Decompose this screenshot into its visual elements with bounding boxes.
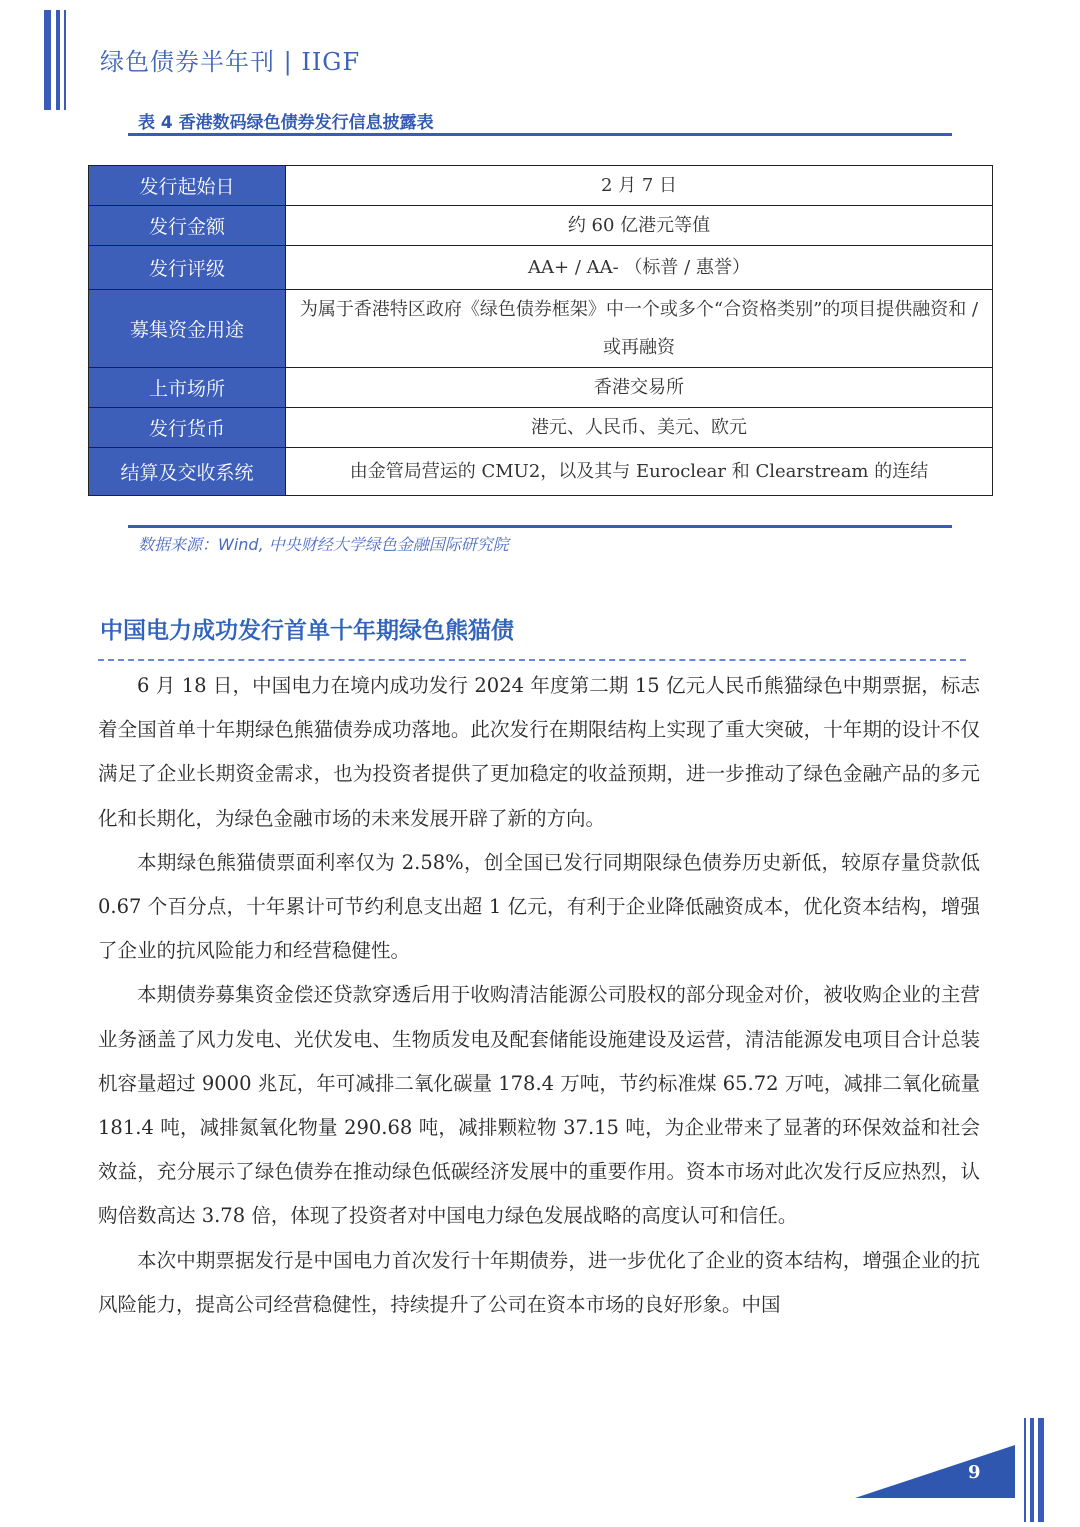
page-corner-triangle — [855, 1445, 1015, 1498]
paragraph: 本期绿色熊猫债票面利率仅为 2.58%，创全国已发行同期限绿色债券历史新低，较原存量贷款低 0.67 个百分点，十年累计可节约利息支出超 1 亿元，有利于企业降低融资成本，优化资本结构，增强了企业的抗风险能力和经营稳健性。 — [98, 850, 980, 963]
caption-rule — [128, 133, 952, 136]
table-row — [89, 448, 993, 496]
row-label: 结算及交收系统 — [89, 448, 286, 496]
row-label: 上市场所 — [89, 368, 286, 408]
table-row — [89, 166, 993, 206]
row-label: 发行起始日 — [89, 166, 286, 206]
table-row — [89, 290, 993, 368]
header-bar-thin — [64, 10, 66, 110]
row-value: 由金管局营运的 CMU2，以及其与 Euroclear 和 Clearstream 的连结 — [286, 448, 993, 496]
article-body — [98, 664, 980, 1327]
table-row — [89, 246, 993, 290]
paragraph: 本期债券募集资金偿还贷款穿透后用于收购清洁能源公司股权的部分现金对价，被收购企业的主营业务涵盖了风力发电、光伏发电、生物质发电及配套储能设施建设及运营，清洁能源发电项目合计总装机容量超过 9000 兆瓦，年可减排二氧化碳量 178.4 万吨，节约标准煤 65.72 万吨，减排二氧化硫量 181.4 吨，减排氮氧化物量 290.68 吨，减排颗粒物 37.15 吨，为企业带来了显著的环保效益和社会效益，充分展示了绿色债券在推动绿色低碳经济发展中的重要作用。资本市场对此次发行反应热烈，认购倍数高达 3.78 倍，体现了投资者对中国电力绿色发展战略的高度认可和信任。 — [98, 983, 980, 1228]
header-bar-thick — [44, 10, 51, 110]
footer-bar-mid — [1030, 1418, 1034, 1522]
data-source: 数据来源：Wind, 中央财经大学绿色金融国际研究院 — [138, 535, 509, 554]
row-value: 2 月 7 日 — [286, 166, 993, 206]
running-title: 绿色债券半年刊 | IIGF — [100, 48, 361, 76]
row-value: 香港交易所 — [286, 368, 993, 408]
section-divider — [98, 659, 966, 661]
row-label: 发行货币 — [89, 408, 286, 448]
row-value: 为属于香港特区政府《绿色债券框架》中一个或多个“合资格类别”的项目提供融资和 / 或再融资 — [286, 290, 993, 368]
row-label: 募集资金用途 — [89, 290, 286, 368]
table-row — [89, 408, 993, 448]
footer-bar-thick — [1038, 1418, 1044, 1522]
table-row — [89, 368, 993, 408]
row-label: 发行金额 — [89, 206, 286, 246]
header-bar-mid — [56, 10, 60, 110]
row-value: AA+ / AA- （标普 / 惠誉） — [286, 246, 993, 290]
page-number: 9 — [968, 1462, 981, 1483]
paragraph: 6 月 18 日，中国电力在境内成功发行 2024 年度第二期 15 亿元人民币熊猫绿色中期票据，标志着全国首单十年期绿色熊猫债券成功落地。此次发行在期限结构上实现了重大突破，十年期的设计不仅满足了企业长期资金需求，也为投资者提供了更加稳定的收益预期，进一步推动了绿色金融产品的多元化和长期化，为绿色金融市场的未来发展开辟了新的方向。 — [98, 674, 980, 830]
table-caption: 表 4 香港数码绿色债券发行信息披露表 — [138, 113, 434, 133]
table-row — [89, 206, 993, 246]
footer-bar-thin — [1024, 1418, 1026, 1522]
row-value: 约 60 亿港元等值 — [286, 206, 993, 246]
source-rule — [128, 525, 952, 528]
paragraph: 本次中期票据发行是中国电力首次发行十年期债券，进一步优化了企业的资本结构，增强企业的抗风险能力，提高公司经营稳健性，持续提升了公司在资本市场的良好形象。中国 — [98, 1248, 980, 1316]
bond-info-table — [88, 165, 993, 496]
row-label: 发行评级 — [89, 246, 286, 290]
row-value: 港元、人民币、美元、欧元 — [286, 408, 993, 448]
section-title: 中国电力成功发行首单十年期绿色熊猫债 — [100, 618, 514, 644]
